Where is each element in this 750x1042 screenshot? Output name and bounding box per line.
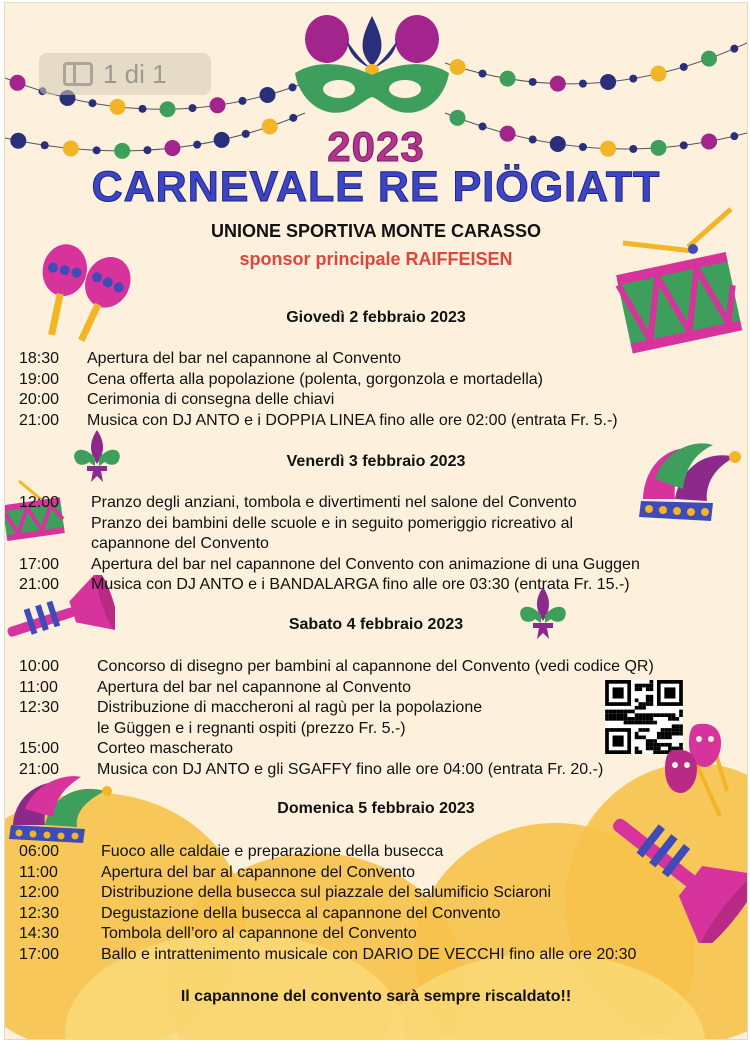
bead <box>139 105 147 113</box>
event-time: 11:00 <box>19 863 58 881</box>
event-time: 21:00 <box>19 576 60 593</box>
bead <box>10 75 26 91</box>
bead <box>210 97 226 113</box>
event-description: Apertura del bar al capannone del Convento <box>101 863 415 881</box>
bead <box>500 71 516 87</box>
bead <box>89 99 97 107</box>
event-year: 2023 <box>327 123 425 170</box>
event-description: Apertura del bar nel capannone al Convento <box>97 678 411 696</box>
footer-note: Il capannone del convento sarà sempre riscaldato!! <box>180 988 572 1005</box>
event-time: 10:00 <box>19 658 60 675</box>
event-description: Cena offerta alla popolazione (polenta, gorgonzola e mortadella) <box>87 370 544 388</box>
event-description: Apertura del bar nel capannone al Convento <box>87 350 401 367</box>
event-time: 21:00 <box>19 760 60 778</box>
event-description: Musica con DJ ANTO e i DOPPIA LINEA fino alle ore 02:00 (entrata Fr. 5.-) <box>87 411 618 429</box>
page-indicator-label: 1 di 1 <box>103 58 167 89</box>
event-time: 17:00 <box>19 555 60 573</box>
bead <box>529 78 537 86</box>
event-description: Tombola dell’oro al capannone del Convento <box>101 925 417 942</box>
event-description: Cerimonia di consegna delle chiavi <box>87 391 335 408</box>
event-time: 18:30 <box>19 350 60 367</box>
bead <box>189 104 197 112</box>
day-heading: Domenica 5 febbraio 2023 <box>277 800 475 817</box>
event-time: 12:30 <box>19 904 60 922</box>
event-description: Musica con DJ ANTO e gli SGAFFY fino alle ore 04:00 (entrata Fr. 20.-) <box>97 760 604 778</box>
sidebar-icon <box>63 62 93 86</box>
event-time: 21:00 <box>19 411 60 429</box>
event-time: 19:00 <box>19 370 60 388</box>
bead <box>160 101 176 117</box>
bead <box>550 76 566 92</box>
event-description: Degustazione della busecca al capannone del Convento <box>101 904 501 922</box>
event-time: 06:00 <box>19 843 60 860</box>
page-indicator <box>39 53 211 95</box>
event-time: 14:30 <box>19 925 60 942</box>
event-time: 12:00 <box>19 884 60 901</box>
bead <box>651 66 667 82</box>
day-heading: Giovedì 2 febbraio 2023 <box>286 309 466 326</box>
event-description: Distribuzione della busecca sul piazzale del salumificio Sciaroni <box>101 884 551 901</box>
poster <box>4 2 748 1040</box>
event-title: CARNEVALE RE PIÖGIATT <box>91 163 661 211</box>
day-heading: Venerdì 3 febbraio 2023 <box>286 453 466 470</box>
bead <box>600 74 616 90</box>
event-description: Ballo e intrattenimento musicale con DARIO DE VECCHI fino alle ore 20:30 <box>101 945 637 963</box>
day-heading: Sabato 4 febbraio 2023 <box>288 616 464 633</box>
event-description: Pranzo degli anziani, tombola e divertimenti nel salone del Convento <box>91 494 577 511</box>
bead <box>701 51 717 67</box>
event-description: le Güggen e i regnanti ospiti (prezzo Fr. 5.-) <box>97 719 406 737</box>
event-time: 12:30 <box>19 699 60 716</box>
bead <box>110 99 126 115</box>
event-description: Concorso di disegno per bambini al capannone del Convento (vedi codice QR) <box>97 658 654 675</box>
event-description: Apertura del bar nel capannone del Convento con animazione di una Guggen <box>91 555 640 573</box>
event-description: Musica con DJ ANTO e i BANDALARGA fino alle ore 03:30 (entrata Fr. 15.-) <box>91 576 630 593</box>
bead <box>629 75 637 83</box>
organizer: UNIONE SPORTIVA MONTE CARASSO <box>210 221 542 241</box>
event-description: Distribuzione di maccheroni al ragù per la popolazione <box>97 699 483 716</box>
bead <box>260 87 276 103</box>
event-description: Fuoco alle caldaie e preparazione della busecca <box>101 843 444 860</box>
event-description: capannone del Convento <box>91 535 269 552</box>
event-time: 11:00 <box>19 678 58 696</box>
main-sponsor: sponsor principale RAIFFEISEN <box>239 249 513 269</box>
event-time: 15:00 <box>19 740 60 757</box>
mask-icon <box>287 11 457 131</box>
event-time: 20:00 <box>19 391 60 408</box>
bead <box>239 97 247 105</box>
event-description: Pranzo dei bambini delle scuole e in seguito pomeriggio ricreativo al <box>91 514 574 532</box>
event-description: Corteo mascherato <box>97 740 234 757</box>
event-time: 12:00 <box>19 494 60 511</box>
bead <box>479 70 487 78</box>
bead <box>579 80 587 88</box>
event-time: 17:00 <box>19 945 60 963</box>
bead <box>730 45 738 53</box>
bead <box>680 63 688 71</box>
